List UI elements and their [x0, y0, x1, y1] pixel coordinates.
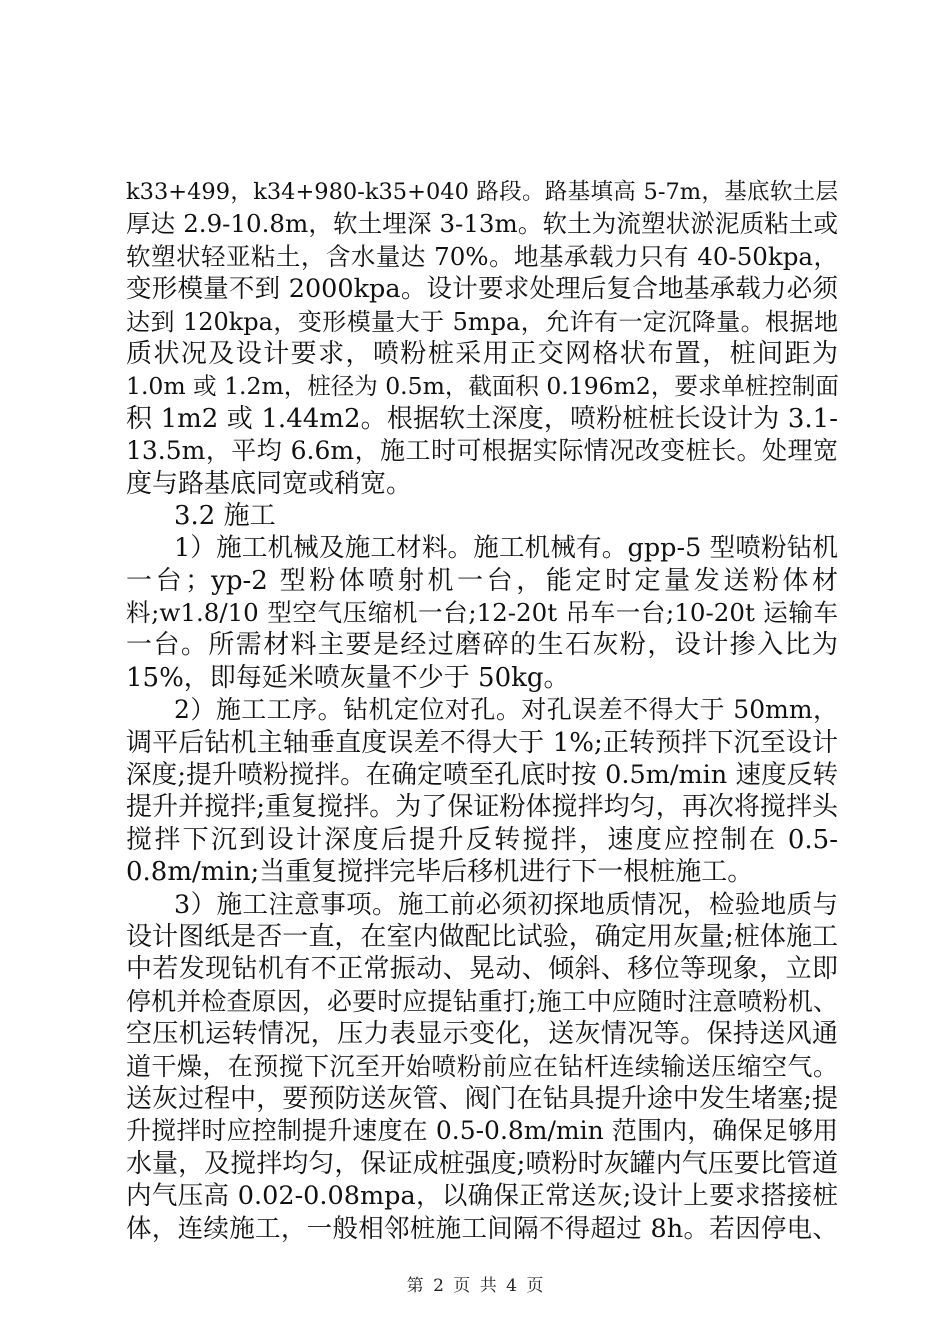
text-line: 调平后钻机主轴垂直度误差不得大于 1%;正转预拌下沉至设计 — [126, 727, 838, 758]
text-line: 1）施工机械及施工材料。施工机械有。gpp-5 型喷粉钻机 — [174, 533, 838, 564]
text-line: 达到 120kpa，变形模量大于 5mpa，允许有一定沉降量。根据地 — [126, 307, 838, 336]
text-line: 空压机运转情况，压力表显示变化，送灰情况等。保持送风通 — [126, 1019, 838, 1050]
text-line: k33+499，k34+980-k35+040 路段。路基填高 5-7m，基底软土层 — [126, 179, 838, 205]
text-line: 0.8m/min;当重复搅拌完毕后移机进行下一根桩施工。 — [126, 857, 754, 888]
text-line: 度与路基底同宽或稍宽。 — [126, 468, 413, 499]
text-line: 内气压高 0.02-0.08mpa，以确保正常送灰;设计上要求搭接桩 — [126, 1181, 838, 1212]
text-line: 体，连续施工，一般相邻桩施工间隔不得超过 8h。若因停电、 — [126, 1213, 838, 1244]
text-line: 升搅拌时应控制提升速度在 0.5-0.8m/min 范围内，确保足够用 — [126, 1116, 838, 1146]
text-line: 2）施工工序。钻机定位对孔。对孔误差不得大于 50mm， — [174, 695, 838, 725]
text-line: 搅拌下沉到设计深度后提升反转搅拌，速度应控制在 0.5- — [126, 824, 838, 855]
text-line: 15%，即每延米喷灰量不少于 50kg。 — [126, 662, 570, 693]
text-line: 13.5m，平均 6.6m，施工时可根据实际情况改变桩长。处理宽 — [126, 436, 838, 466]
text-line: 一台；yp-2 型粉体喷射机一台，能定时定量发送粉体材 — [126, 565, 838, 596]
text-line: 软塑状轻亚粘土，含水量达 70%。地基承载力只有 40-50kpa， — [126, 241, 838, 271]
text-line: 送灰过程中，要预防送灰管、阀门在钻具提升途中发生堵塞;提 — [126, 1083, 838, 1114]
text-line: 设计图纸是否一直，在室内做配比试验，确定用灰量;桩体施工 — [126, 921, 838, 952]
text-line: 中若发现钻机有不正常振动、晃动、倾斜、移位等现象，立即 — [126, 954, 838, 985]
text-line: 道干燥，在预搅下沉至开始喷粉前应在钻杆连续输送压缩空气。 — [126, 1051, 838, 1081]
text-line: 深度;提升喷粉搅拌。在确定喷至孔底时按 0.5m/min 速度反转 — [126, 760, 838, 791]
text-line: 停机并检查原因，必要时应提钻重打;施工中应随时注意喷粉机、 — [126, 986, 838, 1016]
text-line: 质状况及设计要求，喷粉桩采用正交网格状布置，桩间距为 — [126, 338, 838, 369]
text-line: 一台。所需材料主要是经过磨碎的生石灰粉，设计掺入比为 — [126, 630, 838, 661]
text-line: 料;w1.8/10 型空气压缩机一台;12-20t 吊车一台;10-20t 运输车 — [126, 598, 838, 628]
text-line: 水量，及搅拌均匀，保证成桩强度;喷粉时灰罐内气压要比管道 — [126, 1148, 838, 1179]
text-line: 3）施工注意事项。施工前必须初探地质情况，检验地质与 — [174, 889, 838, 920]
page-number-footer: 第 2 页 共 4 页 — [406, 1276, 544, 1296]
section-heading: 3.2 施工 — [174, 500, 276, 531]
document-body — [126, 176, 838, 1245]
text-line: 厚达 2.9-10.8m，软土埋深 3-13m。软土为流塑状淤泥质粘土或 — [126, 209, 838, 239]
text-line: 1.0m 或 1.2m，桩径为 0.5m，截面积 0.196m2，要求单桩控制面 — [126, 372, 839, 401]
text-line: 积 1m2 或 1.44m2。根据软土深度，喷粉桩桩长设计为 3.1- — [126, 403, 838, 434]
text-line: 变形模量不到 2000kpa。设计要求处理后复合地基承载力必须 — [126, 274, 838, 305]
text-line: 提升并搅拌;重复搅拌。为了保证粉体搅拌均匀，再次将搅拌头 — [126, 792, 838, 823]
